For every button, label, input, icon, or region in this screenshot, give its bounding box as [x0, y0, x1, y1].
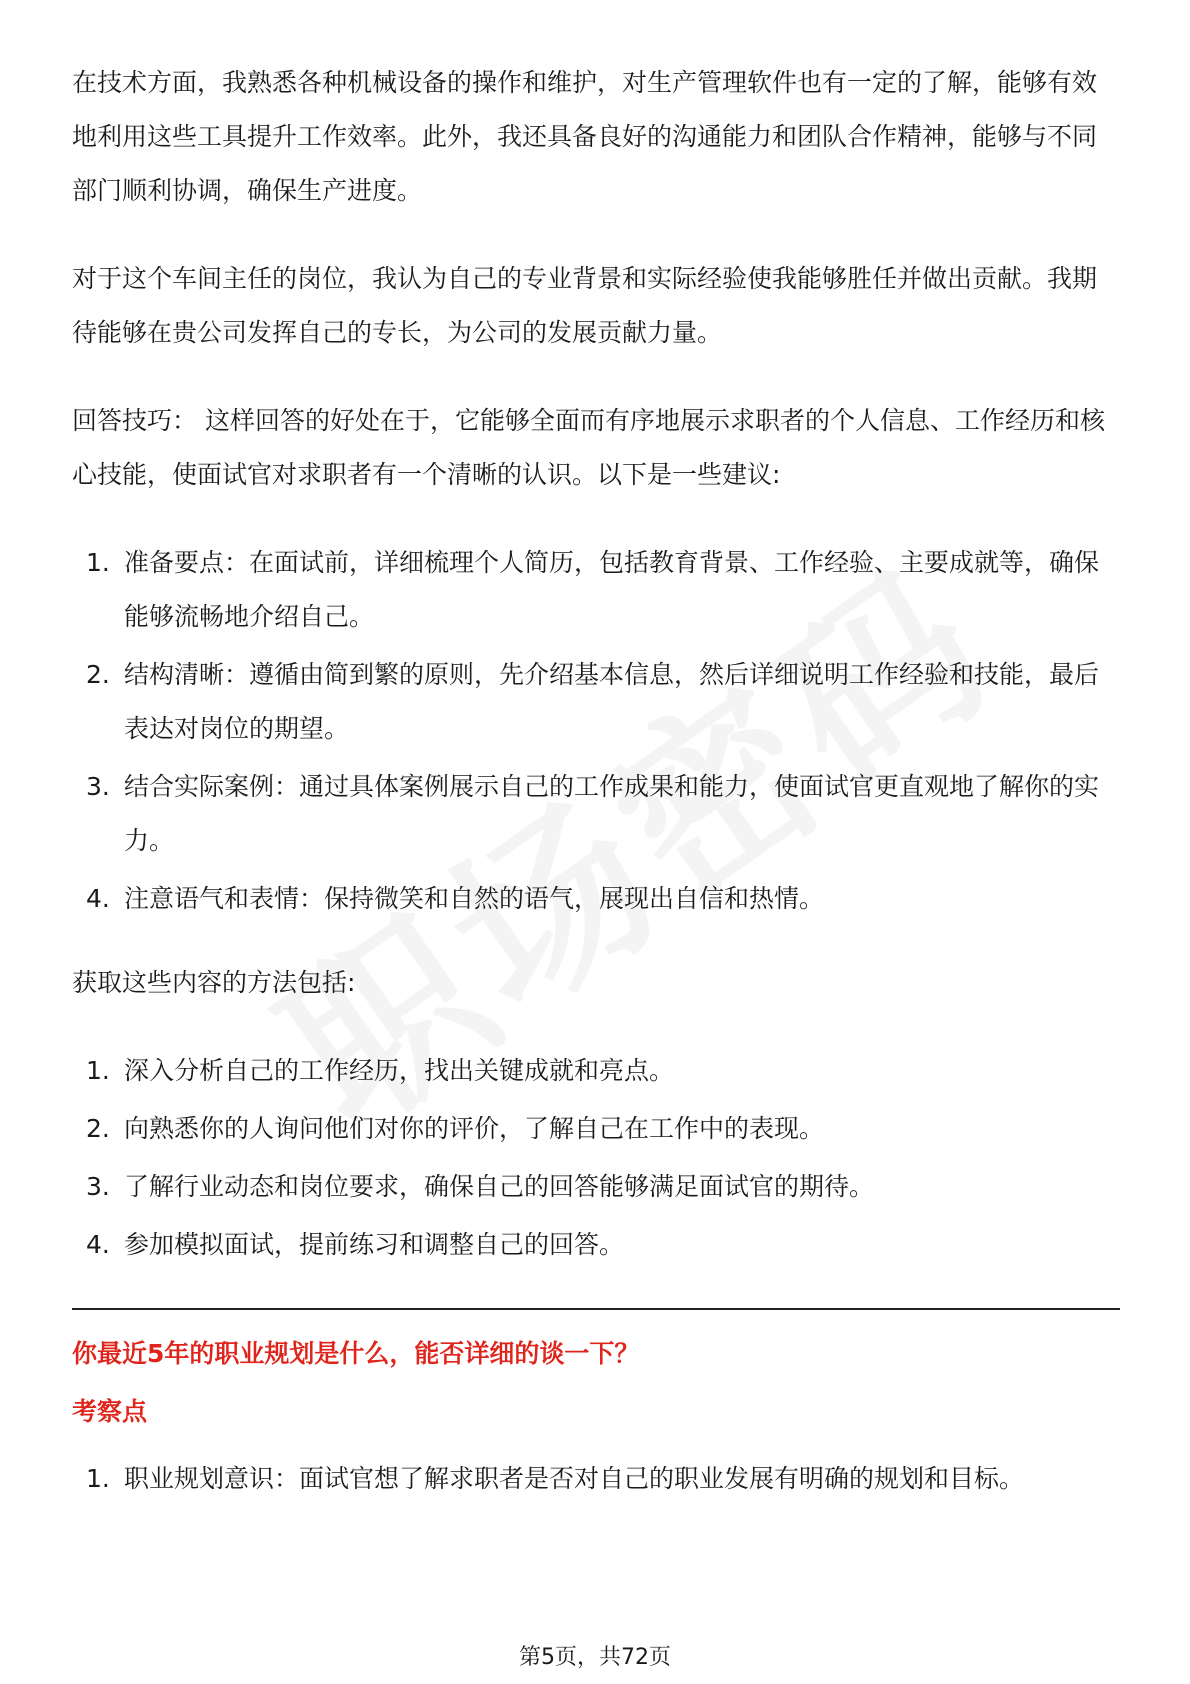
list-text: 向熟悉你的人询问他们对你的评价，了解自己在工作中的表现。 [124, 1114, 825, 1143]
list-text: 注意语气和表情：保持微笑和自然的语气，展现出自信和热情。 [124, 884, 825, 913]
list-number: 1. [86, 1056, 110, 1085]
list-number: 4. [86, 1230, 110, 1259]
list-number: 1. [86, 548, 110, 577]
list-item [72, 1102, 1120, 1156]
points-list [72, 1452, 1120, 1506]
list-item [72, 648, 1120, 756]
list-text: 结构清晰：遵循由简到繁的原则，先介绍基本信息，然后详细说明工作经验和技能，最后表达对岗位的期望。 [124, 660, 1100, 743]
list-item [72, 1160, 1120, 1214]
list-text: 结合实际案例：通过具体案例展示自己的工作成果和能力，使面试官更直观地了解你的实力。 [124, 772, 1100, 855]
page-footer: 第5页，共72页 [519, 1645, 671, 1670]
list-number: 4. [86, 884, 110, 913]
section-subhead: 考察点 [72, 1397, 148, 1426]
list-number: 2. [86, 1114, 110, 1143]
document-body [72, 56, 1120, 1536]
list-item [72, 872, 1120, 926]
list-number: 3. [86, 1172, 110, 1201]
methods-intro: 获取这些内容的方法包括: [72, 968, 356, 997]
tips-list [72, 536, 1120, 926]
list-number: 2. [86, 660, 110, 689]
list-text: 深入分析自己的工作经历，找出关键成就和亮点。 [124, 1056, 675, 1085]
interview-question: 你最近5年的职业规划是什么，能否详细的谈一下？ [72, 1339, 640, 1368]
list-item [72, 760, 1120, 868]
list-item [72, 1452, 1120, 1506]
paragraph-position: 对于这个车间主任的岗位，我认为自己的专业背景和实际经验使我能够胜任并做出贡献。我期待能够在贵公司发挥自己的专长，为公司的发展贡献力量。 [72, 264, 1098, 347]
list-item [72, 536, 1120, 644]
paragraph-technical: 在技术方面，我熟悉各种机械设备的操作和维护，对生产管理软件也有一定的了解，能够有效地利用这些工具提升工作效率。此外，我还具备良好的沟通能力和团队合作精神，能够与不同部门顺利协调，确保生产进度。 [72, 68, 1098, 205]
list-number: 3. [86, 772, 110, 801]
paragraph-answer-tips: 回答技巧： 这样回答的好处在于，它能够全面而有序地展示求职者的个人信息、工作经历和核心技能，使面试官对求职者有一个清晰的认识。以下是一些建议: [72, 406, 1105, 489]
list-item [72, 1044, 1120, 1098]
list-text: 职业规划意识：面试官想了解求职者是否对自己的职业发展有明确的规划和目标。 [124, 1464, 1025, 1493]
list-item [72, 1218, 1120, 1272]
section-divider [72, 1308, 1120, 1310]
methods-list [72, 1044, 1120, 1272]
list-text: 准备要点：在面试前，详细梳理个人简历，包括教育背景、工作经验、主要成就等，确保能够流畅地介绍自己。 [124, 548, 1100, 631]
list-number: 1. [86, 1464, 110, 1493]
list-text: 了解行业动态和岗位要求，确保自己的回答能够满足面试官的期待。 [124, 1172, 875, 1201]
list-text: 参加模拟面试，提前练习和调整自己的回答。 [124, 1230, 625, 1259]
